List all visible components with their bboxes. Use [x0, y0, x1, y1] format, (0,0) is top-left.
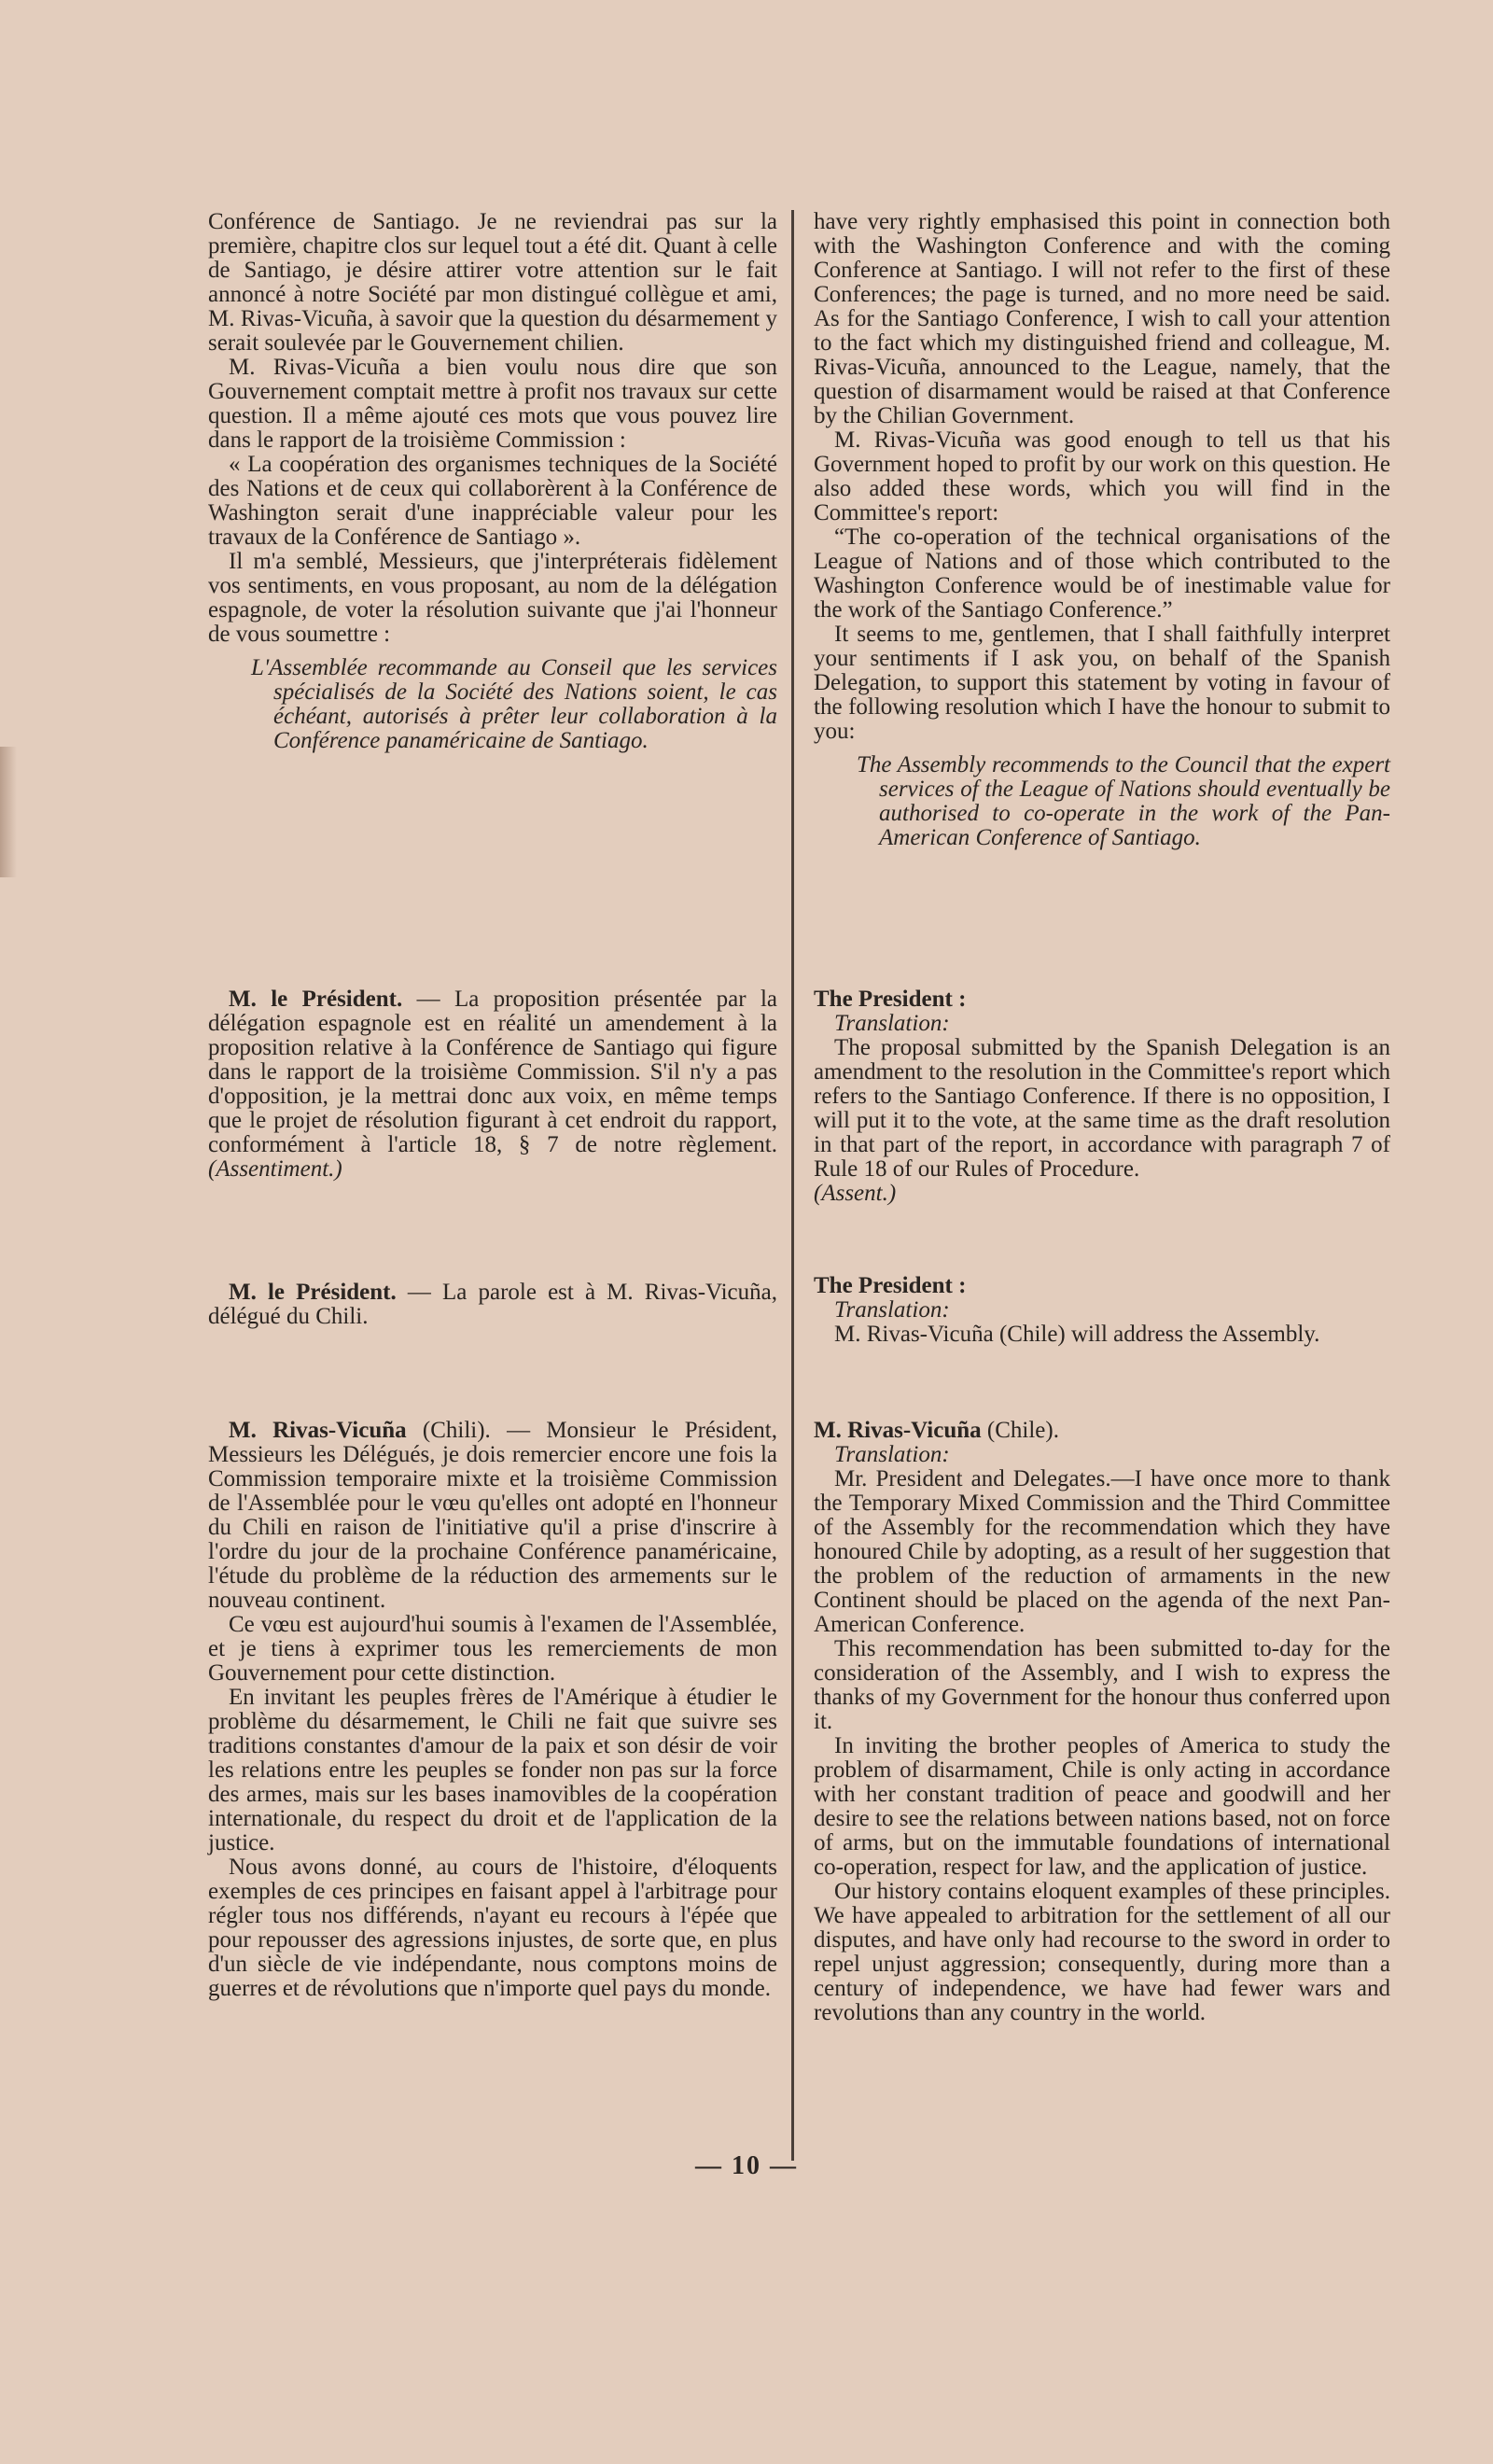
fr-speech-paragraph: Ce vœu est aujourd'hui soumis à l'examen de l'Assemblée, et je tiens à exprimer tous les remerciements de mon Gouvernement pour cette distinction. [208, 1612, 777, 1686]
page-number: — 10 — [695, 2151, 798, 2180]
en-speech-paragraph: This recommendation has been submitted to-day for the consideration of the Assembly, and I wish to express the thanks of my Government for the honour thus conferred upon it. [814, 1636, 1390, 1734]
en-speaker-heading: The President : [814, 1273, 967, 1298]
en-statement-text: The proposal submitted by the Spanish Delegation is an amendment to the resolution in the Committee's report which refers to the Santiago Conference. If there is no opposition, I will put it to the vote, at the same time as the draft resolution in that part of the report, in accordance with paragraph 7 of Rule 18 of our Rules of Procedure. [814, 1035, 1390, 1182]
fr-statement-text: — La parole est à M. Rivas-Vicuña, délégué du Chili. [208, 1280, 777, 1329]
fr-rivas-speech [208, 1419, 777, 2001]
en-assent-note: (Assent.) [814, 1181, 897, 1206]
fr-intro-block [208, 210, 777, 753]
fr-quote-paragraph: « La coopération des organismes techniques de la Société des Nations et de ceux qui collaborèrent à la Conférence de Washington serait d'une inappréciable valeur pour les travaux de la Conférence de Santiago ». [208, 452, 777, 550]
fr-resolution-text: L'Assemblée recommande au Conseil que les services spécialisés de la Société des Nations soient, le cas échéant, autorisés à prêter leur collaboration à la Conférence panaméricaine de Santiago. [251, 655, 777, 753]
en-speech-paragraph: Mr. President and Delegates.—I have once more to thank the Temporary Mixed Commission and the Third Committee of the Assembly for the recommendation which they have honoured Chile by adopting, as a result of her suggestion that the problem of the reduction of armaments in the new Continent should be placed on the agenda of the next Pan-American Conference. [814, 1466, 1390, 1637]
fr-assent-note: (Assentiment.) [208, 1156, 342, 1182]
fr-president-statement-2 [208, 1281, 777, 1329]
fr-speaker-country: (Chili). [406, 1418, 491, 1443]
en-intro-paragraph: have very rightly emphasised this point in connection both with the Washington Conference and with the coming Conference at Santiago. I will not refer to the first of these Conferences; the page is turned, and no more need be said. As for the Santiago Conference, I wish to call your attention to the fact which my distinguished friend and colleague, M. Rivas-Vicuña, announced to the League, namely, that the question of disarmament would be raised at that Conference by the Chilian Government. [814, 209, 1390, 428]
fr-speech-paragraph: En invitant les peuples frères de l'Amérique à étudier le problème du désarmement, le Chili ne fait que suivre ses traditions constantes d'amour de la paix et son désir de voir les relations entre les peuples se fonder non pas sur la force des armes, mais sur les bases inamovibles de la coopération internationale, du respect du droit et de l'application de la justice. [208, 1685, 777, 1855]
en-president-statement-2 [814, 1274, 1390, 1347]
en-intro-paragraph: M. Rivas-Vicuña was good enough to tell us that his Government hoped to profit by our work on this question. He also added these words, which you will find in the Committee's report: [814, 427, 1390, 525]
en-resolution-text: The Assembly recommends to the Council that the expert services of the League of Nations should eventually be authorised to co-operate in the work of the Pan-American Conference of Santiago. [857, 752, 1390, 850]
fr-speaker-name: M. Rivas-Vicuña [229, 1418, 407, 1443]
en-translation-label: Translation: [834, 1011, 950, 1036]
fr-speech-text: — Monsieur le Président, Messieurs les Délégués, je dois remercier encore une fois la Commission temporaire mixte et la troisième Commission de l'Assemblée pour le vœu qu'elles ont adopté en l'honneur du Chili en raison de l'initiative qu'il a prise d'inscrire à l'ordre du jour de la prochaine Conférence panaméricaine, l'étude du problème de la réduction des armements sur le nouveau continent. [208, 1418, 777, 1613]
en-speaker-heading: M. Rivas-Vicuña [814, 1418, 982, 1443]
en-intro-paragraph: It seems to me, gentlemen, that I shall faithfully interpret your sentiments if I ask you, on behalf of the Spanish Delegation, to support this statement by voting in favour of the following resolution which I have the honour to submit to you: [814, 622, 1390, 744]
en-president-statement [814, 987, 1390, 1206]
column-divider [791, 210, 794, 2161]
en-intro-block [814, 210, 1390, 850]
fr-intro-paragraph: Conférence de Santiago. Je ne reviendrai pas sur la première, chapitre clos sur lequel tout a été dit. Quant à celle de Santiago, je désire attirer votre attention sur le fait annoncé à notre Société par mon distingué collègue et ami, M. Rivas-Vicuña, à savoir que la question du désarmement y serait soulevée par le Gouvernement chilien. [208, 209, 777, 356]
fr-speaker-name: M. le Président. [229, 1280, 397, 1305]
fr-intro-paragraph: M. Rivas-Vicuña a bien voulu nous dire que son Gouvernement comptait mettre à profit nos travaux sur cette question. Il a même ajouté ces mots que vous pouvez lire dans le rapport de la troisième Commission : [208, 355, 777, 453]
fr-statement-text: — La proposition présentée par la délégation espagnole est en réalité un amendement à la proposition relative à la Conférence de Santiago qui figure dans le rapport de la troisième Commission. S'il n'y a pas d'opposition, je la mettrai donc aux voix, en même temps que le projet de résolution figurant à cet endroit du rapport, conformément à l'article 18, § 7 de notre règlement. [208, 987, 777, 1157]
fr-speaker-name: M. le Président. [229, 987, 403, 1012]
fr-president-statement [208, 987, 777, 1182]
en-translation-label: Translation: [834, 1442, 950, 1467]
en-speech-paragraph: Our history contains eloquent examples of these principles. We have appealed to arbitration for the settlement of all our disputes, and have only had recourse to the sword in order to repel unjust aggression; consequently, during more than a century of independence, we have had fewer wars and revolutions than any country in the world. [814, 1879, 1390, 2025]
en-rivas-speech [814, 1419, 1390, 2025]
en-statement-text: M. Rivas-Vicuña (Chile) will address the Assembly. [834, 1322, 1320, 1347]
fr-speech-paragraph: Nous avons donné, au cours de l'histoire, d'éloquents exemples de ces principes en faisant appel à l'arbitrage pour régler tous nos différends, n'ayant eu recours à l'épée que pour repousser des agressions injustes, de sorte que, en plus d'un siècle de vie indépendante, nous comptons moins de guerres et de révolutions que n'importe quel pays du monde. [208, 1855, 777, 2001]
page-edge-shadow [0, 747, 17, 877]
fr-intro-paragraph: Il m'a semblé, Messieurs, que j'interpréterais fidèlement vos sentiments, en vous proposant, au nom de la délégation espagnole, de voter la résolution suivante que j'ai l'honneur de vous soumettre : [208, 549, 777, 647]
en-speech-paragraph: In inviting the brother peoples of America to study the problem of disarmament, Chile is only acting in accordance with her constant tradition of peace and goodwill and her desire to see the relations between nations based, not on force of arms, but on the immutable foundations of international co-operation, respect for law, and the application of justice. [814, 1733, 1390, 1880]
en-speaker-country: (Chile). [981, 1418, 1059, 1443]
en-translation-label: Translation: [834, 1297, 950, 1323]
en-quote-paragraph: “The co-operation of the technical organisations of the League of Nations and of those which contributed to the Washington Conference would be of inestimable value for the work of the Santiago Conference.” [814, 525, 1390, 623]
en-speaker-heading: The President : [814, 987, 967, 1012]
